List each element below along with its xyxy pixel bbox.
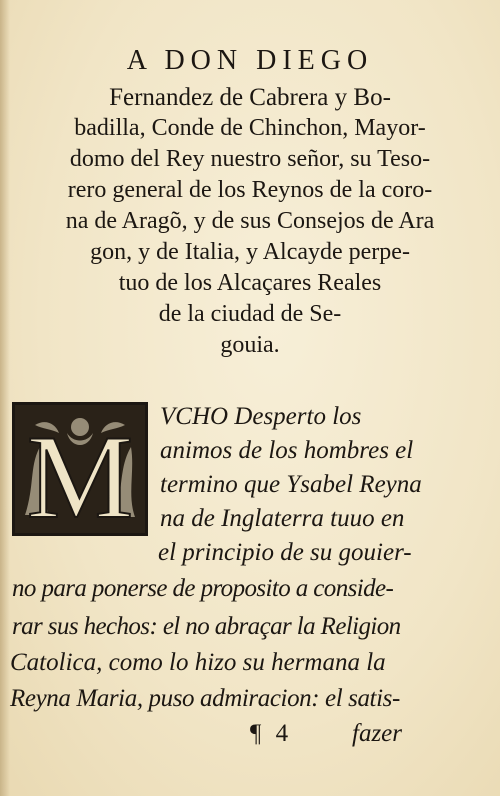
dedication-line: gon, y de Italia, y Alcayde perpe- — [90, 239, 410, 265]
dedication-line: domo del Rey nuestro señor, su Teso- — [69, 146, 431, 172]
body-line: no para ponerse de proposito a conside- — [12, 575, 394, 602]
body-line: na de Inglaterra tuuo en — [160, 505, 405, 532]
dedication-line: gouia. — [220, 332, 280, 358]
catchword: fazer — [352, 720, 402, 747]
body-line: Reyna Maria, puso admiracion: el satis- — [10, 685, 400, 712]
dedication-line: A DON DIEGO — [126, 45, 374, 76]
body-line: animos de los hombres el — [160, 437, 414, 464]
body-line: el principio de su gouier- — [158, 539, 412, 566]
initial-letter: M — [26, 410, 134, 533]
dedication-heading — [0, 40, 500, 361]
dedication-line: de la ciudad de Se- — [158, 301, 342, 327]
ornament-icon — [15, 405, 145, 533]
dedication-line: Fernandez de Cabrera y Bo- — [109, 84, 391, 111]
body-line: rar sus hechos: el no abraçar la Religion — [12, 613, 401, 640]
dedication-line: na de Aragõ, y de sus Consejos de Ara — [65, 208, 435, 234]
body-line: Catolica, como lo hizo su hermana la — [10, 649, 386, 676]
decorated-initial-m — [12, 402, 148, 536]
body-line: VCHO Desperto los — [160, 403, 362, 430]
dedication-line: tuo de los Alcaçares Reales — [118, 270, 382, 296]
signature-mark: ¶ 4 — [250, 720, 293, 747]
body-line: termino que Ysabel Reyna — [160, 471, 422, 498]
dedication-line: badilla, Conde de Chinchon, Mayor- — [74, 115, 426, 141]
dedication-line: rero general de los Reynos de la coro- — [67, 177, 433, 203]
